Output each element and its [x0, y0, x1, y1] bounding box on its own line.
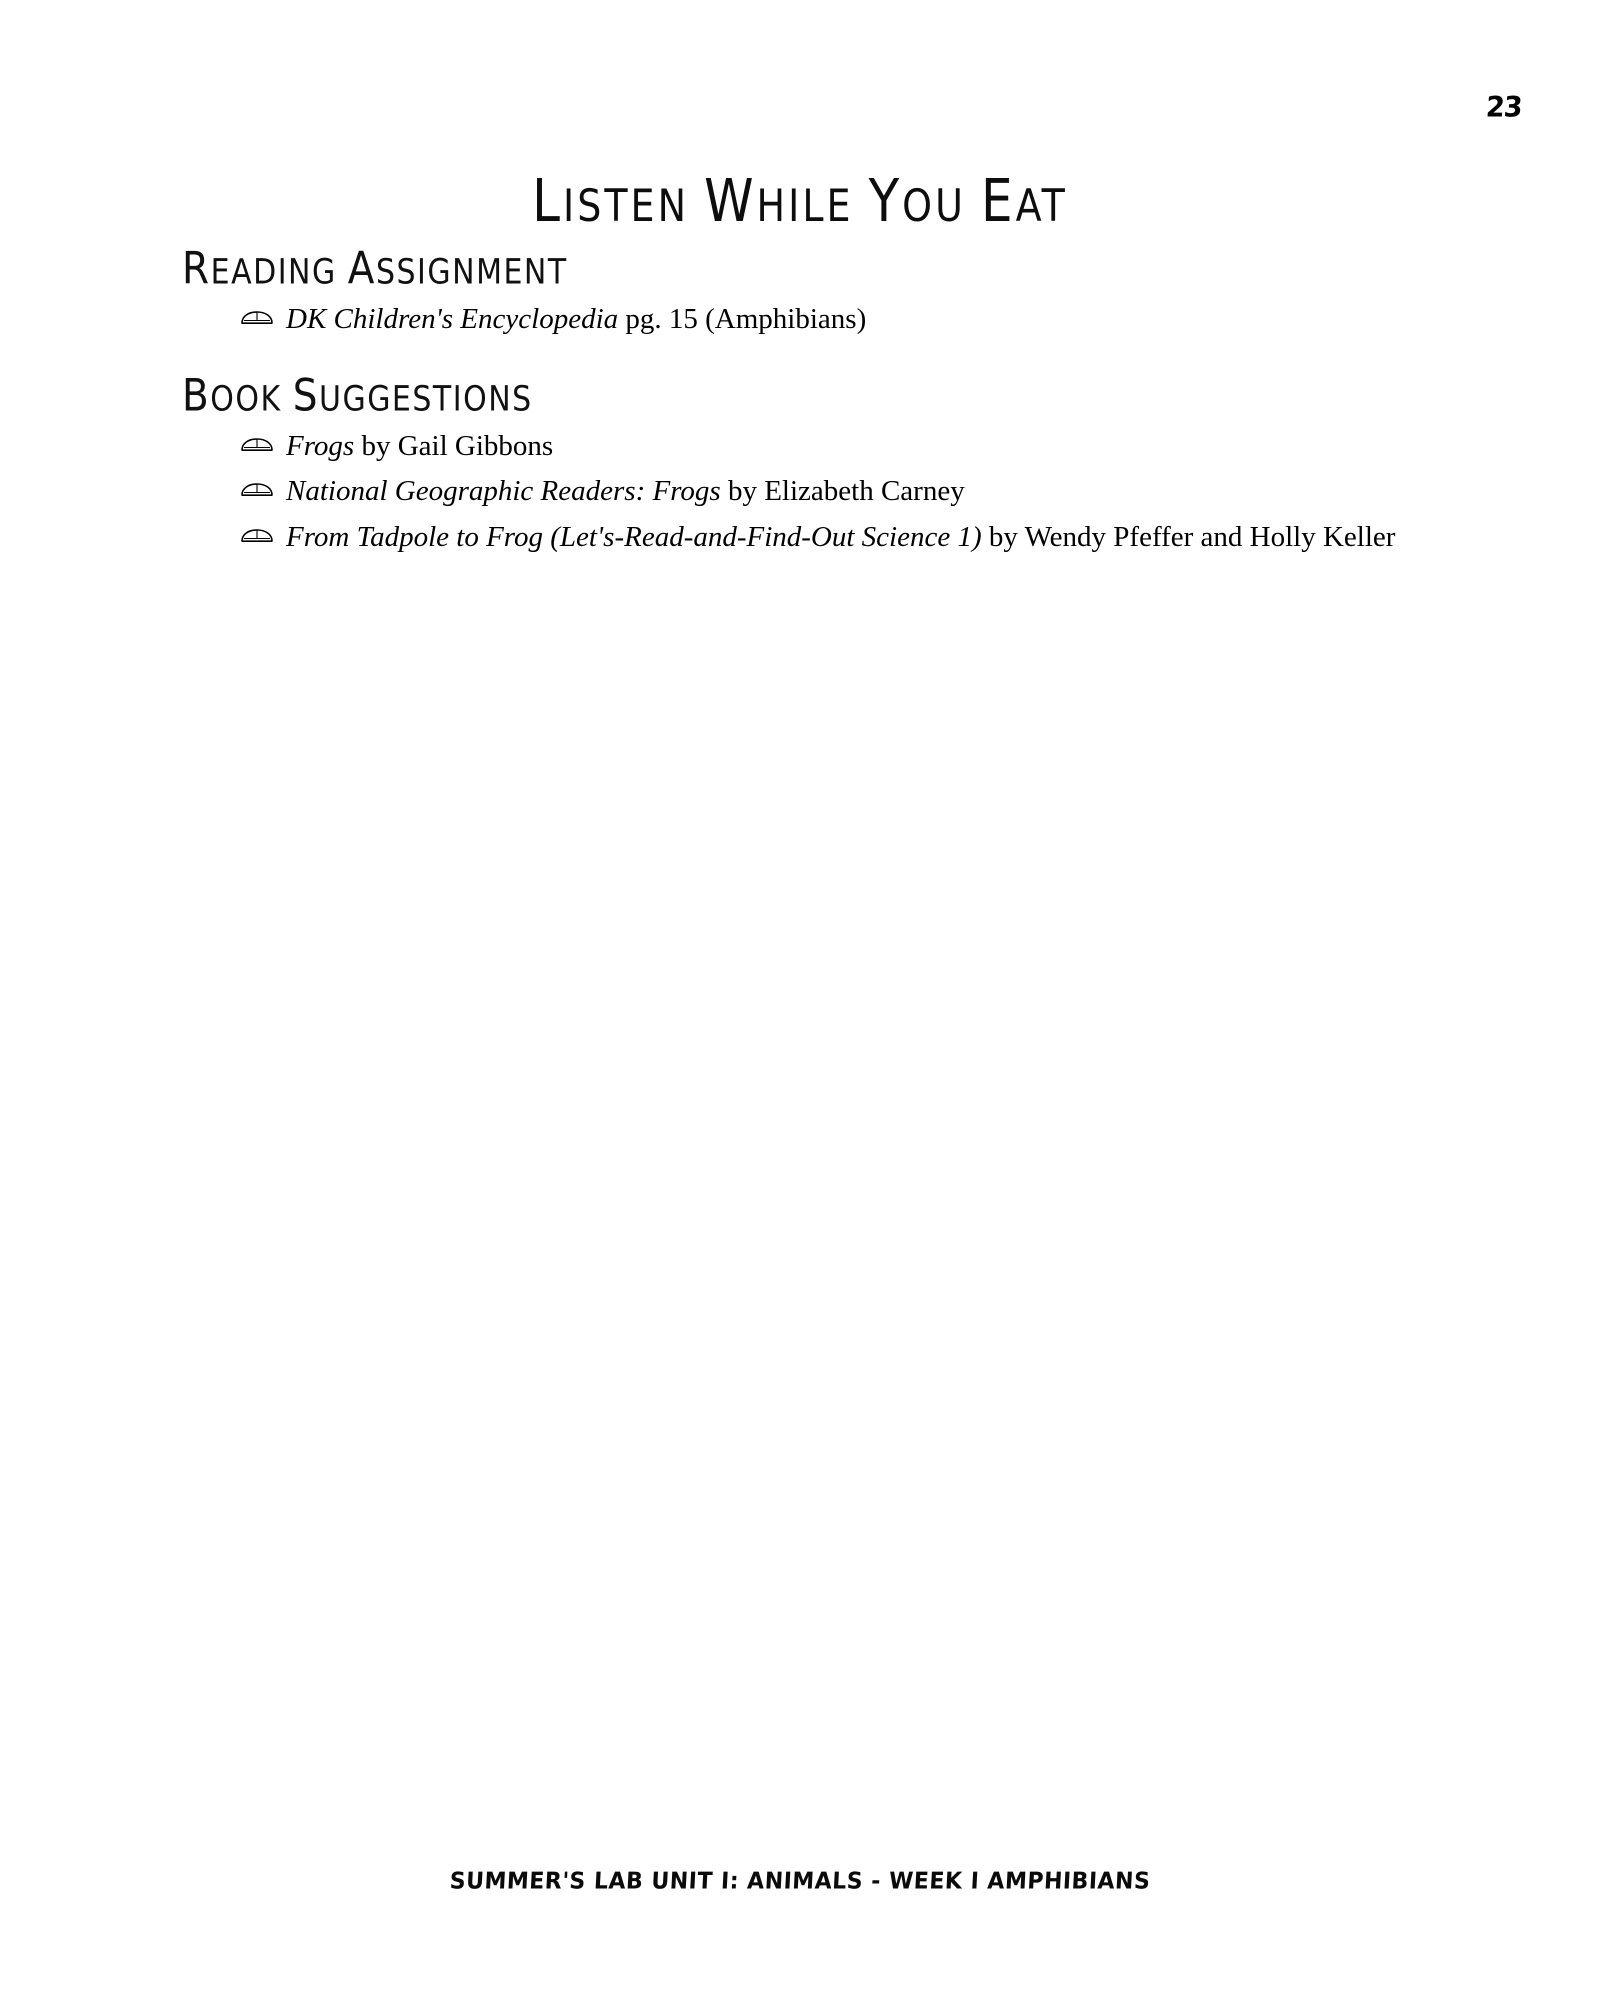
- title-roman: by Elizabeth Carney: [720, 475, 965, 508]
- title-roman: by Wendy Pfeffer and Holly Keller: [981, 521, 1396, 554]
- page-footer: SUMMER'S LAB UNIT I: ANIMALS - WEEK I AMPHIBIANS: [449, 1868, 1151, 1895]
- list-item-text: [286, 519, 1472, 557]
- list-item: [182, 519, 1472, 557]
- list-item: [182, 473, 1472, 511]
- title-roman: by Gail Gibbons: [354, 429, 554, 462]
- title-italic: National Geographic Readers: Frogs: [286, 475, 721, 508]
- list-item: [182, 301, 1472, 339]
- section-heading: READING ASSIGNMENT: [182, 243, 568, 295]
- list-item-text: [286, 428, 1472, 466]
- section-reading-assignment: [182, 243, 1472, 339]
- title-roman: pg. 15 (Amphibians): [618, 303, 867, 335]
- book-icon: [240, 528, 274, 544]
- page-content: [182, 243, 1472, 579]
- book-suggestions-list: [182, 428, 1472, 557]
- page-number: 23: [1485, 91, 1524, 124]
- book-icon: [240, 310, 274, 326]
- list-item: [182, 428, 1472, 466]
- title-italic: From Tadpole to Frog (Let's-Read-and-Find-Out Science 1): [286, 521, 982, 554]
- section-heading: BOOK SUGGESTIONS: [182, 369, 533, 422]
- title-italic: Frogs: [286, 429, 355, 462]
- title-italic: DK Children's Encyclopedia: [286, 303, 619, 335]
- book-icon: [240, 437, 274, 453]
- book-icon: [240, 482, 274, 498]
- reading-assignment-list: [182, 301, 1472, 339]
- list-item-text: [286, 301, 1472, 339]
- list-item-text: [286, 473, 1472, 511]
- page-title: LISTEN WHILE YOU EAT: [532, 166, 1068, 236]
- section-book-suggestions: [182, 369, 1472, 557]
